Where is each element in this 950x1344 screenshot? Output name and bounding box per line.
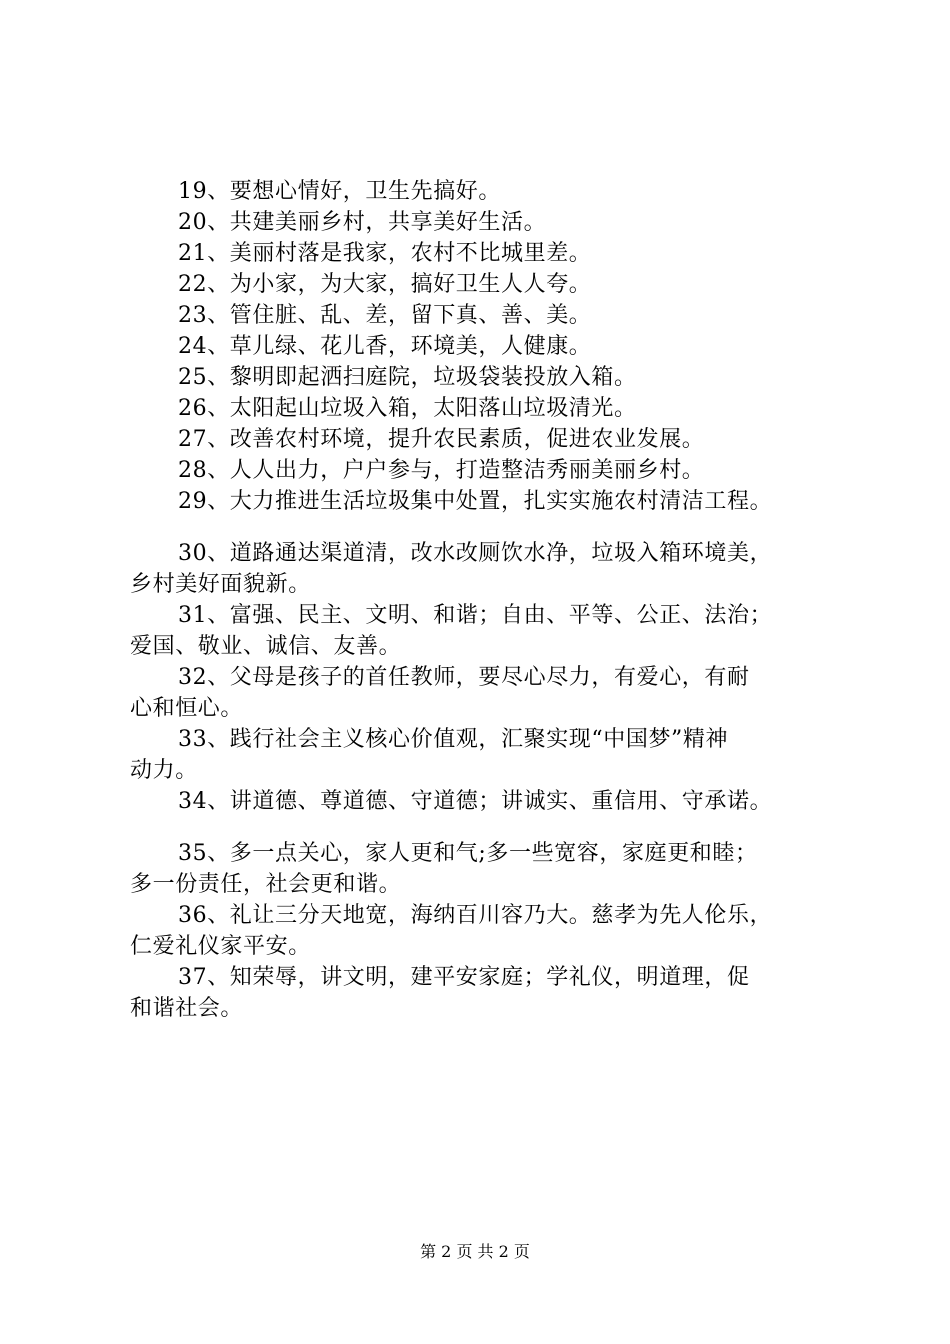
list-item-continuation: 爱国、敬业、诚信、友善。 [130,634,402,659]
list-item: 22、为小家，为大家，搞好卫生人人夸。 [178,272,592,297]
list-item: 21、美丽村落是我家，农村不比城里差。 [178,241,592,266]
list-item: 23、管住脏、乱、差，留下真、善、美。 [178,303,592,328]
list-item-continuation: 心和恒心。 [130,696,244,721]
list-item: 25、黎明即起洒扫庭院，垃圾袋装投放入箱。 [178,365,637,390]
list-item: 24、草儿绿、花儿香，环境美，人健康。 [178,334,592,359]
list-item-continuation: 仁爱礼仪家平安。 [130,934,311,959]
list-item: 26、太阳起山垃圾入箱，太阳落山垃圾清光。 [178,396,637,421]
list-item-continuation: 和谐社会。 [130,996,244,1021]
list-item: 34、讲道德、尊道德、守道德；讲诚实、重信用、守承诺。 [178,789,773,814]
list-item: 35、多一点关心，家人更和气;多一些宽容，家庭更和睦； [178,841,758,866]
list-item-continuation: 多一份责任，社会更和谐。 [130,872,402,897]
list-item: 36、礼让三分天地宽，海纳百川容乃大。慈孝为先人伦乐， [178,903,773,928]
list-item: 20、共建美丽乡村，共享美好生活。 [178,210,547,235]
page-number-footer: 第 2 页 共 2 页 [420,1242,530,1261]
list-item: 19、要想心情好，卫生先搞好。 [178,179,501,204]
list-item: 37、知荣辱，讲文明，建平安家庭；学礼仪，明道理，促 [178,965,750,990]
list-item: 33、践行社会主义核心价值观，汇聚实现“中国梦”精神 [178,727,729,752]
list-item: 28、人人出力，户户参与，打造整洁秀丽美丽乡村。 [178,458,705,483]
list-item: 32、父母是孩子的首任教师，要尽心尽力，有爱心，有耐 [178,665,750,690]
paragraph-gap [130,517,850,538]
slogan-list [130,176,850,1024]
list-item: 31、富强、民主、文明、和谐；自由、平等、公正、法治； [178,603,773,628]
list-item: 27、改善农村环境，提升农民素质，促进农业发展。 [178,427,705,452]
list-item: 29、大力推进生活垃圾集中处置，扎实实施农村清洁工程。 [178,489,773,514]
paragraph-gap [130,817,850,838]
list-item-continuation: 动力。 [130,758,198,783]
list-item: 30、道路通达渠道清，改水改厕饮水净，垃圾入箱环境美， [178,541,773,566]
list-item-continuation: 乡村美好面貌新。 [130,572,311,597]
